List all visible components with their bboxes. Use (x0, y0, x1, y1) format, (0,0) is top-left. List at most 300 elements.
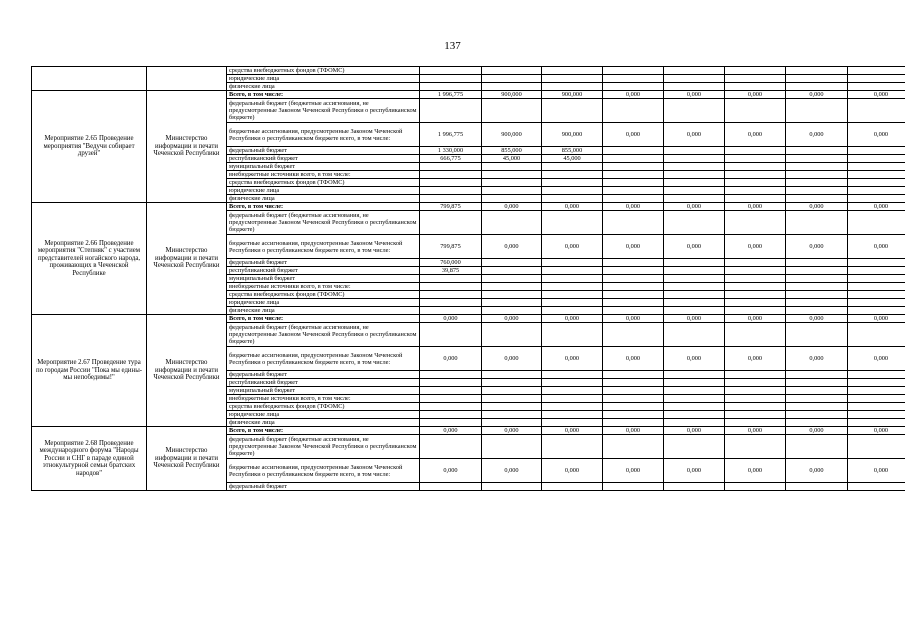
value-cell: 0,000 (603, 347, 664, 371)
value-cell (848, 323, 905, 347)
value-cell (603, 419, 664, 427)
value-cell (848, 371, 905, 379)
value-cell: 0,000 (725, 235, 786, 259)
value-cell: 0,000 (786, 123, 848, 147)
source-cell: бюджетные ассигнования, предусмотренные Законом Чеченской Республики о республиканском бюджете всего, в том числе: (227, 235, 420, 259)
value-cell (848, 403, 905, 411)
value-cell (786, 275, 848, 283)
value-cell (664, 83, 725, 91)
value-cell (420, 419, 482, 427)
value-cell (848, 411, 905, 419)
value-cell (603, 275, 664, 283)
executor-cell: Министерство информации и печати Чеченской Республики (147, 427, 227, 491)
value-cell (542, 83, 603, 91)
value-cell: 0,000 (848, 235, 905, 259)
value-cell: 0,000 (542, 315, 603, 323)
value-cell (848, 195, 905, 203)
value-cell (542, 259, 603, 267)
value-cell (420, 75, 482, 83)
value-cell: 0,000 (786, 427, 848, 435)
value-cell (725, 323, 786, 347)
value-cell (848, 395, 905, 403)
value-cell (786, 75, 848, 83)
source-cell: республиканский бюджет (227, 379, 420, 387)
value-cell (725, 187, 786, 195)
value-cell: 0,000 (420, 427, 482, 435)
value-cell (725, 163, 786, 171)
value-cell (482, 299, 542, 307)
value-cell (664, 403, 725, 411)
value-cell (420, 323, 482, 347)
table-row (32, 67, 905, 75)
value-cell (786, 67, 848, 75)
source-cell: муниципальный бюджет (227, 275, 420, 283)
executor-cell: Министерство информации и печати Чеченской Республики (147, 203, 227, 315)
value-cell: 0,000 (725, 123, 786, 147)
source-cell: бюджетные ассигнования, предусмотренные Законом Чеченской Республики о республиканском бюджете всего, в том числе: (227, 123, 420, 147)
value-cell (542, 387, 603, 395)
source-cell: республиканский бюджет (227, 267, 420, 275)
value-cell (786, 155, 848, 163)
value-cell: 0,000 (542, 203, 603, 211)
value-cell (482, 99, 542, 123)
value-cell: 45,000 (542, 155, 603, 163)
value-cell: 0,000 (482, 315, 542, 323)
value-cell (786, 163, 848, 171)
event-cell: Мероприятие 2.65 Проведение мероприятия "Ведучи собирает друзей" (32, 91, 147, 203)
value-cell: 0,000 (725, 315, 786, 323)
value-cell (786, 259, 848, 267)
value-cell (848, 283, 905, 291)
value-cell (482, 171, 542, 179)
value-cell: 45,000 (482, 155, 542, 163)
value-cell: 0,000 (542, 427, 603, 435)
value-cell (603, 171, 664, 179)
value-cell (664, 371, 725, 379)
value-cell (848, 299, 905, 307)
value-cell (848, 419, 905, 427)
value-cell (725, 379, 786, 387)
value-cell (542, 403, 603, 411)
value-cell (786, 323, 848, 347)
value-cell: 0,000 (725, 347, 786, 371)
value-cell: 666,775 (420, 155, 482, 163)
value-cell: 0,000 (786, 91, 848, 99)
value-cell (542, 419, 603, 427)
value-cell (482, 395, 542, 403)
value-cell (603, 179, 664, 187)
value-cell (482, 211, 542, 235)
source-cell: федеральный бюджет (227, 371, 420, 379)
value-cell (664, 147, 725, 155)
source-cell: федеральный бюджет (227, 147, 420, 155)
value-cell (664, 419, 725, 427)
value-cell (664, 195, 725, 203)
value-cell (420, 403, 482, 411)
value-cell (848, 147, 905, 155)
value-cell (542, 283, 603, 291)
value-cell (848, 75, 905, 83)
value-cell (848, 291, 905, 299)
value-cell (420, 283, 482, 291)
value-cell (848, 211, 905, 235)
value-cell (725, 435, 786, 459)
value-cell (542, 67, 603, 75)
source-cell: юридические лица (227, 187, 420, 195)
value-cell (725, 275, 786, 283)
value-cell: 39,875 (420, 267, 482, 275)
value-cell (542, 291, 603, 299)
value-cell (786, 187, 848, 195)
event-cell-continued (32, 67, 147, 91)
source-cell: внебюджетные источники всего, в том числе: (227, 395, 420, 403)
value-cell: 1 996,775 (420, 91, 482, 99)
value-cell (603, 163, 664, 171)
value-cell (786, 403, 848, 411)
value-cell (603, 371, 664, 379)
value-cell (786, 483, 848, 491)
source-cell: федеральный бюджет (227, 259, 420, 267)
source-cell: федеральный бюджет (227, 483, 420, 491)
source-cell: физические лица (227, 307, 420, 315)
value-cell: 0,000 (725, 203, 786, 211)
value-cell (725, 259, 786, 267)
value-cell (725, 83, 786, 91)
source-cell: средства внебюджетных фондов (ТФОМС) (227, 179, 420, 187)
value-cell (420, 275, 482, 283)
value-cell (420, 83, 482, 91)
value-cell: 0,000 (420, 315, 482, 323)
value-cell (664, 395, 725, 403)
source-cell: республиканский бюджет (227, 155, 420, 163)
value-cell (664, 171, 725, 179)
value-cell: 0,000 (848, 427, 905, 435)
value-cell: 0,000 (664, 203, 725, 211)
value-cell (542, 379, 603, 387)
value-cell: 855,000 (482, 147, 542, 155)
source-cell: Всего, в том числе: (227, 203, 420, 211)
value-cell (482, 75, 542, 83)
value-cell (848, 275, 905, 283)
value-cell: 0,000 (725, 91, 786, 99)
value-cell (664, 307, 725, 315)
value-cell: 0,000 (725, 427, 786, 435)
value-cell (848, 171, 905, 179)
source-cell: внебюджетные источники всего, в том числе: (227, 283, 420, 291)
source-cell: физические лица (227, 195, 420, 203)
value-cell (420, 395, 482, 403)
value-cell (420, 379, 482, 387)
value-cell (786, 147, 848, 155)
value-cell (664, 275, 725, 283)
value-cell (603, 395, 664, 403)
value-cell (664, 187, 725, 195)
value-cell (542, 179, 603, 187)
value-cell: 0,000 (482, 459, 542, 483)
value-cell (482, 411, 542, 419)
source-cell: федеральный бюджет (бюджетные ассигнования, не предусмотренные Законом Чеченской Республики о республиканском бюджете) (227, 211, 420, 235)
value-cell: 0,000 (848, 203, 905, 211)
source-cell: юридические лица (227, 299, 420, 307)
value-cell: 1 330,000 (420, 147, 482, 155)
value-cell (542, 299, 603, 307)
value-cell (664, 259, 725, 267)
value-cell (420, 435, 482, 459)
value-cell (482, 163, 542, 171)
value-cell (603, 75, 664, 83)
value-cell: 0,000 (603, 91, 664, 99)
value-cell: 0,000 (603, 315, 664, 323)
source-cell: физические лица (227, 83, 420, 91)
value-cell (542, 211, 603, 235)
value-cell (542, 163, 603, 171)
value-cell (420, 67, 482, 75)
value-cell (482, 419, 542, 427)
value-cell (482, 323, 542, 347)
value-cell: 799,875 (420, 203, 482, 211)
value-cell (848, 267, 905, 275)
value-cell (420, 291, 482, 299)
value-cell (482, 267, 542, 275)
value-cell (786, 195, 848, 203)
value-cell (482, 371, 542, 379)
value-cell (848, 483, 905, 491)
value-cell (482, 187, 542, 195)
value-cell (786, 267, 848, 275)
value-cell (603, 67, 664, 75)
value-cell: 900,000 (542, 91, 603, 99)
value-cell (786, 395, 848, 403)
source-cell: средства внебюджетных фондов (ТФОМС) (227, 67, 420, 75)
value-cell (420, 163, 482, 171)
event-cell: Мероприятие 2.66 Проведение мероприятия "Степняк" с участием представителей ногайского народа, проживающих в Чеченской Республике (32, 203, 147, 315)
value-cell (725, 371, 786, 379)
value-cell (603, 435, 664, 459)
value-cell (482, 283, 542, 291)
value-cell (786, 435, 848, 459)
value-cell (848, 67, 905, 75)
value-cell (725, 387, 786, 395)
value-cell (482, 379, 542, 387)
table-row (32, 315, 905, 323)
executor-cell-continued (147, 67, 227, 91)
value-cell (482, 291, 542, 299)
value-cell: 0,000 (848, 347, 905, 371)
value-cell (786, 291, 848, 299)
value-cell (664, 283, 725, 291)
value-cell (603, 283, 664, 291)
value-cell (603, 147, 664, 155)
source-cell: средства внебюджетных фондов (ТФОМС) (227, 403, 420, 411)
event-cell: Мероприятие 2.68 Проведение международного форума "Народы России и СНГ в параде единой этнокультурной семьи братских народов" (32, 427, 147, 491)
value-cell: 799,875 (420, 235, 482, 259)
value-cell (420, 299, 482, 307)
value-cell (482, 259, 542, 267)
value-cell (786, 179, 848, 187)
source-cell: муниципальный бюджет (227, 387, 420, 395)
value-cell (725, 67, 786, 75)
value-cell (482, 435, 542, 459)
value-cell (664, 291, 725, 299)
value-cell (603, 291, 664, 299)
source-cell: физические лица (227, 419, 420, 427)
value-cell: 0,000 (786, 347, 848, 371)
value-cell: 0,000 (848, 123, 905, 147)
value-cell (542, 371, 603, 379)
value-cell: 0,000 (664, 91, 725, 99)
source-cell: внебюджетные источники всего, в том числе: (227, 171, 420, 179)
value-cell (420, 195, 482, 203)
value-cell (420, 307, 482, 315)
value-cell (664, 323, 725, 347)
value-cell (603, 307, 664, 315)
value-cell (848, 379, 905, 387)
executor-cell: Министерство информации и печати Чеченской Республики (147, 91, 227, 203)
value-cell: 0,000 (482, 235, 542, 259)
value-cell: 0,000 (603, 459, 664, 483)
value-cell: 0,000 (482, 347, 542, 371)
value-cell (603, 387, 664, 395)
value-cell: 0,000 (848, 315, 905, 323)
value-cell (848, 307, 905, 315)
source-cell: федеральный бюджет (бюджетные ассигнования, не предусмотренные Законом Чеченской Республики о республиканском бюджете) (227, 323, 420, 347)
value-cell (420, 179, 482, 187)
value-cell (603, 259, 664, 267)
source-cell: средства внебюджетных фондов (ТФОМС) (227, 291, 420, 299)
value-cell (664, 411, 725, 419)
value-cell: 0,000 (542, 459, 603, 483)
value-cell (786, 283, 848, 291)
value-cell (786, 379, 848, 387)
source-cell: Всего, в том числе: (227, 315, 420, 323)
source-cell: федеральный бюджет (бюджетные ассигнования, не предусмотренные Законом Чеченской Республики о республиканском бюджете) (227, 99, 420, 123)
value-cell: 0,000 (420, 347, 482, 371)
event-cell: Мероприятие 2.67 Проведение тура по городам России "Пока мы едины-мы непобедимы!" (32, 315, 147, 427)
value-cell (482, 179, 542, 187)
value-cell (786, 211, 848, 235)
value-cell: 0,000 (603, 235, 664, 259)
value-cell (542, 187, 603, 195)
value-cell (664, 99, 725, 123)
value-cell: 0,000 (664, 315, 725, 323)
value-cell (786, 371, 848, 379)
value-cell (482, 307, 542, 315)
value-cell (848, 163, 905, 171)
value-cell (542, 195, 603, 203)
value-cell (542, 275, 603, 283)
value-cell (725, 171, 786, 179)
value-cell (603, 299, 664, 307)
value-cell (482, 483, 542, 491)
value-cell (420, 387, 482, 395)
value-cell (786, 83, 848, 91)
value-cell: 0,000 (664, 123, 725, 147)
value-cell (725, 267, 786, 275)
value-cell (482, 83, 542, 91)
value-cell (664, 179, 725, 187)
value-cell (848, 259, 905, 267)
table-row (32, 203, 905, 211)
value-cell: 0,000 (786, 203, 848, 211)
value-cell (664, 163, 725, 171)
value-cell (664, 267, 725, 275)
value-cell (542, 411, 603, 419)
value-cell (725, 147, 786, 155)
value-cell (482, 195, 542, 203)
value-cell (786, 307, 848, 315)
value-cell (420, 99, 482, 123)
executor-cell: Министерство информации и печати Чеченской Республики (147, 315, 227, 427)
value-cell (603, 155, 664, 163)
value-cell (848, 99, 905, 123)
value-cell: 0,000 (786, 459, 848, 483)
source-cell: муниципальный бюджет (227, 163, 420, 171)
value-cell (725, 291, 786, 299)
value-cell (420, 171, 482, 179)
value-cell: 0,000 (603, 203, 664, 211)
value-cell: 0,000 (664, 347, 725, 371)
value-cell: 760,000 (420, 259, 482, 267)
value-cell (482, 403, 542, 411)
value-cell (725, 75, 786, 83)
source-cell: бюджетные ассигнования, предусмотренные Законом Чеченской Республики о республиканском бюджете всего, в том числе: (227, 459, 420, 483)
value-cell (603, 379, 664, 387)
value-cell (848, 387, 905, 395)
source-cell: Всего, в том числе: (227, 427, 420, 435)
value-cell: 0,000 (848, 459, 905, 483)
value-cell: 0,000 (725, 459, 786, 483)
value-cell (848, 83, 905, 91)
value-cell: 0,000 (420, 459, 482, 483)
value-cell (725, 483, 786, 491)
value-cell (420, 371, 482, 379)
value-cell: 0,000 (664, 235, 725, 259)
value-cell: 900,000 (482, 123, 542, 147)
value-cell: 0,000 (603, 427, 664, 435)
value-cell (603, 483, 664, 491)
value-cell (786, 299, 848, 307)
value-cell (420, 483, 482, 491)
value-cell (603, 411, 664, 419)
value-cell (664, 299, 725, 307)
value-cell (420, 411, 482, 419)
value-cell (542, 99, 603, 123)
value-cell (725, 299, 786, 307)
value-cell (664, 155, 725, 163)
value-cell (848, 179, 905, 187)
value-cell (664, 75, 725, 83)
value-cell (542, 75, 603, 83)
value-cell: 900,000 (542, 123, 603, 147)
value-cell (603, 403, 664, 411)
value-cell (725, 307, 786, 315)
value-cell: 0,000 (848, 91, 905, 99)
value-cell: 0,000 (664, 459, 725, 483)
source-cell: федеральный бюджет (бюджетные ассигнования, не предусмотренные Законом Чеченской Республики о республиканском бюджете) (227, 435, 420, 459)
value-cell: 1 996,775 (420, 123, 482, 147)
source-cell: юридические лица (227, 411, 420, 419)
value-cell: 0,000 (786, 235, 848, 259)
value-cell (542, 483, 603, 491)
value-cell: 0,000 (786, 315, 848, 323)
value-cell (482, 275, 542, 283)
value-cell: 0,000 (482, 203, 542, 211)
value-cell (664, 435, 725, 459)
value-cell (664, 483, 725, 491)
value-cell (725, 283, 786, 291)
source-cell: бюджетные ассигнования, предусмотренные Законом Чеченской Республики о республиканском бюджете всего, в том числе: (227, 347, 420, 371)
value-cell (542, 435, 603, 459)
